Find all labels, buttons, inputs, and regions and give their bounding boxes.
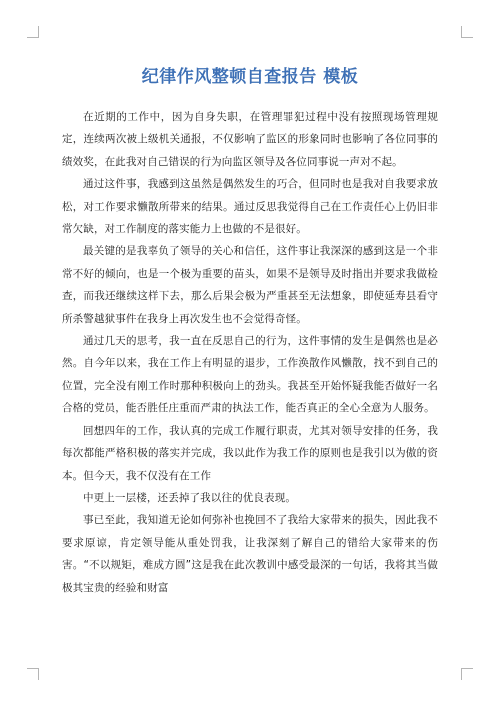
paragraph: 回想四年的工作，我认真的完成工作履行职责，尤其对领导安排的任务，我每次都能严格积极的落实并完成，我以此作为我工作的原则也是我引以为傲的资本。但今天，我不仅没有在工作 [62,424,438,482]
crop-mark-bottom-left [27,668,39,680]
paragraph: 通过这件事，我感到这虽然是偶然发生的巧合，但同时也是我对自我要求放松，对工作要求懒散所带来的结果。通过反思我觉得自己在工作责任心上仍旧非常欠缺，对工作制度的落实能力上也做的不是很好。 [62,178,438,236]
crop-mark-top-left [27,26,39,38]
paragraph: 通过几天的思考，我一直在反思自己的行为，这件事情的发生是偶然也是必然。自今年以来，我在工作上有明显的退步，工作涣散作风懒散，找不到自己的位置，完全没有刚工作时那种积极向上的劲头。我甚至开始怀疑我能否做好一名合格的党员，能否胜任庄重而严肃的执法工作，能否真正的全心全意为人服务。 [62,335,438,415]
crop-mark-bottom-right [461,668,473,680]
paragraph: 事已至此，我知道无论如何弥补也挽回不了我给大家带来的损失，因此我不要求原谅，肯定领导能从重处罚我，让我深刻了解自己的错给大家带来的伤害。“不以规矩，难成方圆”这是我在此次教训中感受最深的一句话，我将其当做极其宝贵的经验和财富 [62,514,438,594]
document-body [62,106,438,599]
paragraph: 最关键的是我辜负了领导的关心和信任，这件事让我深深的感到这是一个非常不好的倾向，也是一个极为重要的苗头，如果不是领导及时指出并要求我做检查，而我还继续这样下去，那么后果会极为严重甚至无法想象，即使延寿县看守所杀警越狱事件在我身上再次发生也不会觉得奇怪。 [62,245,438,325]
paragraph: 在近期的工作中，因为自身失职，在管理罪犯过程中没有按照现场管理规定，连续两次被上级机关通报，不仅影响了监区的形象同时也影响了各位同事的绩效奖，在此我对自己错误的行为向监区领导及各位同事说一声对不起。 [62,111,438,168]
document-title: 纪律作风整顿自查报告 模板 [141,67,359,87]
paragraph: 中更上一层楼，还丢掉了我以往的优良表现。 [83,491,296,504]
crop-mark-top-right [461,26,473,38]
